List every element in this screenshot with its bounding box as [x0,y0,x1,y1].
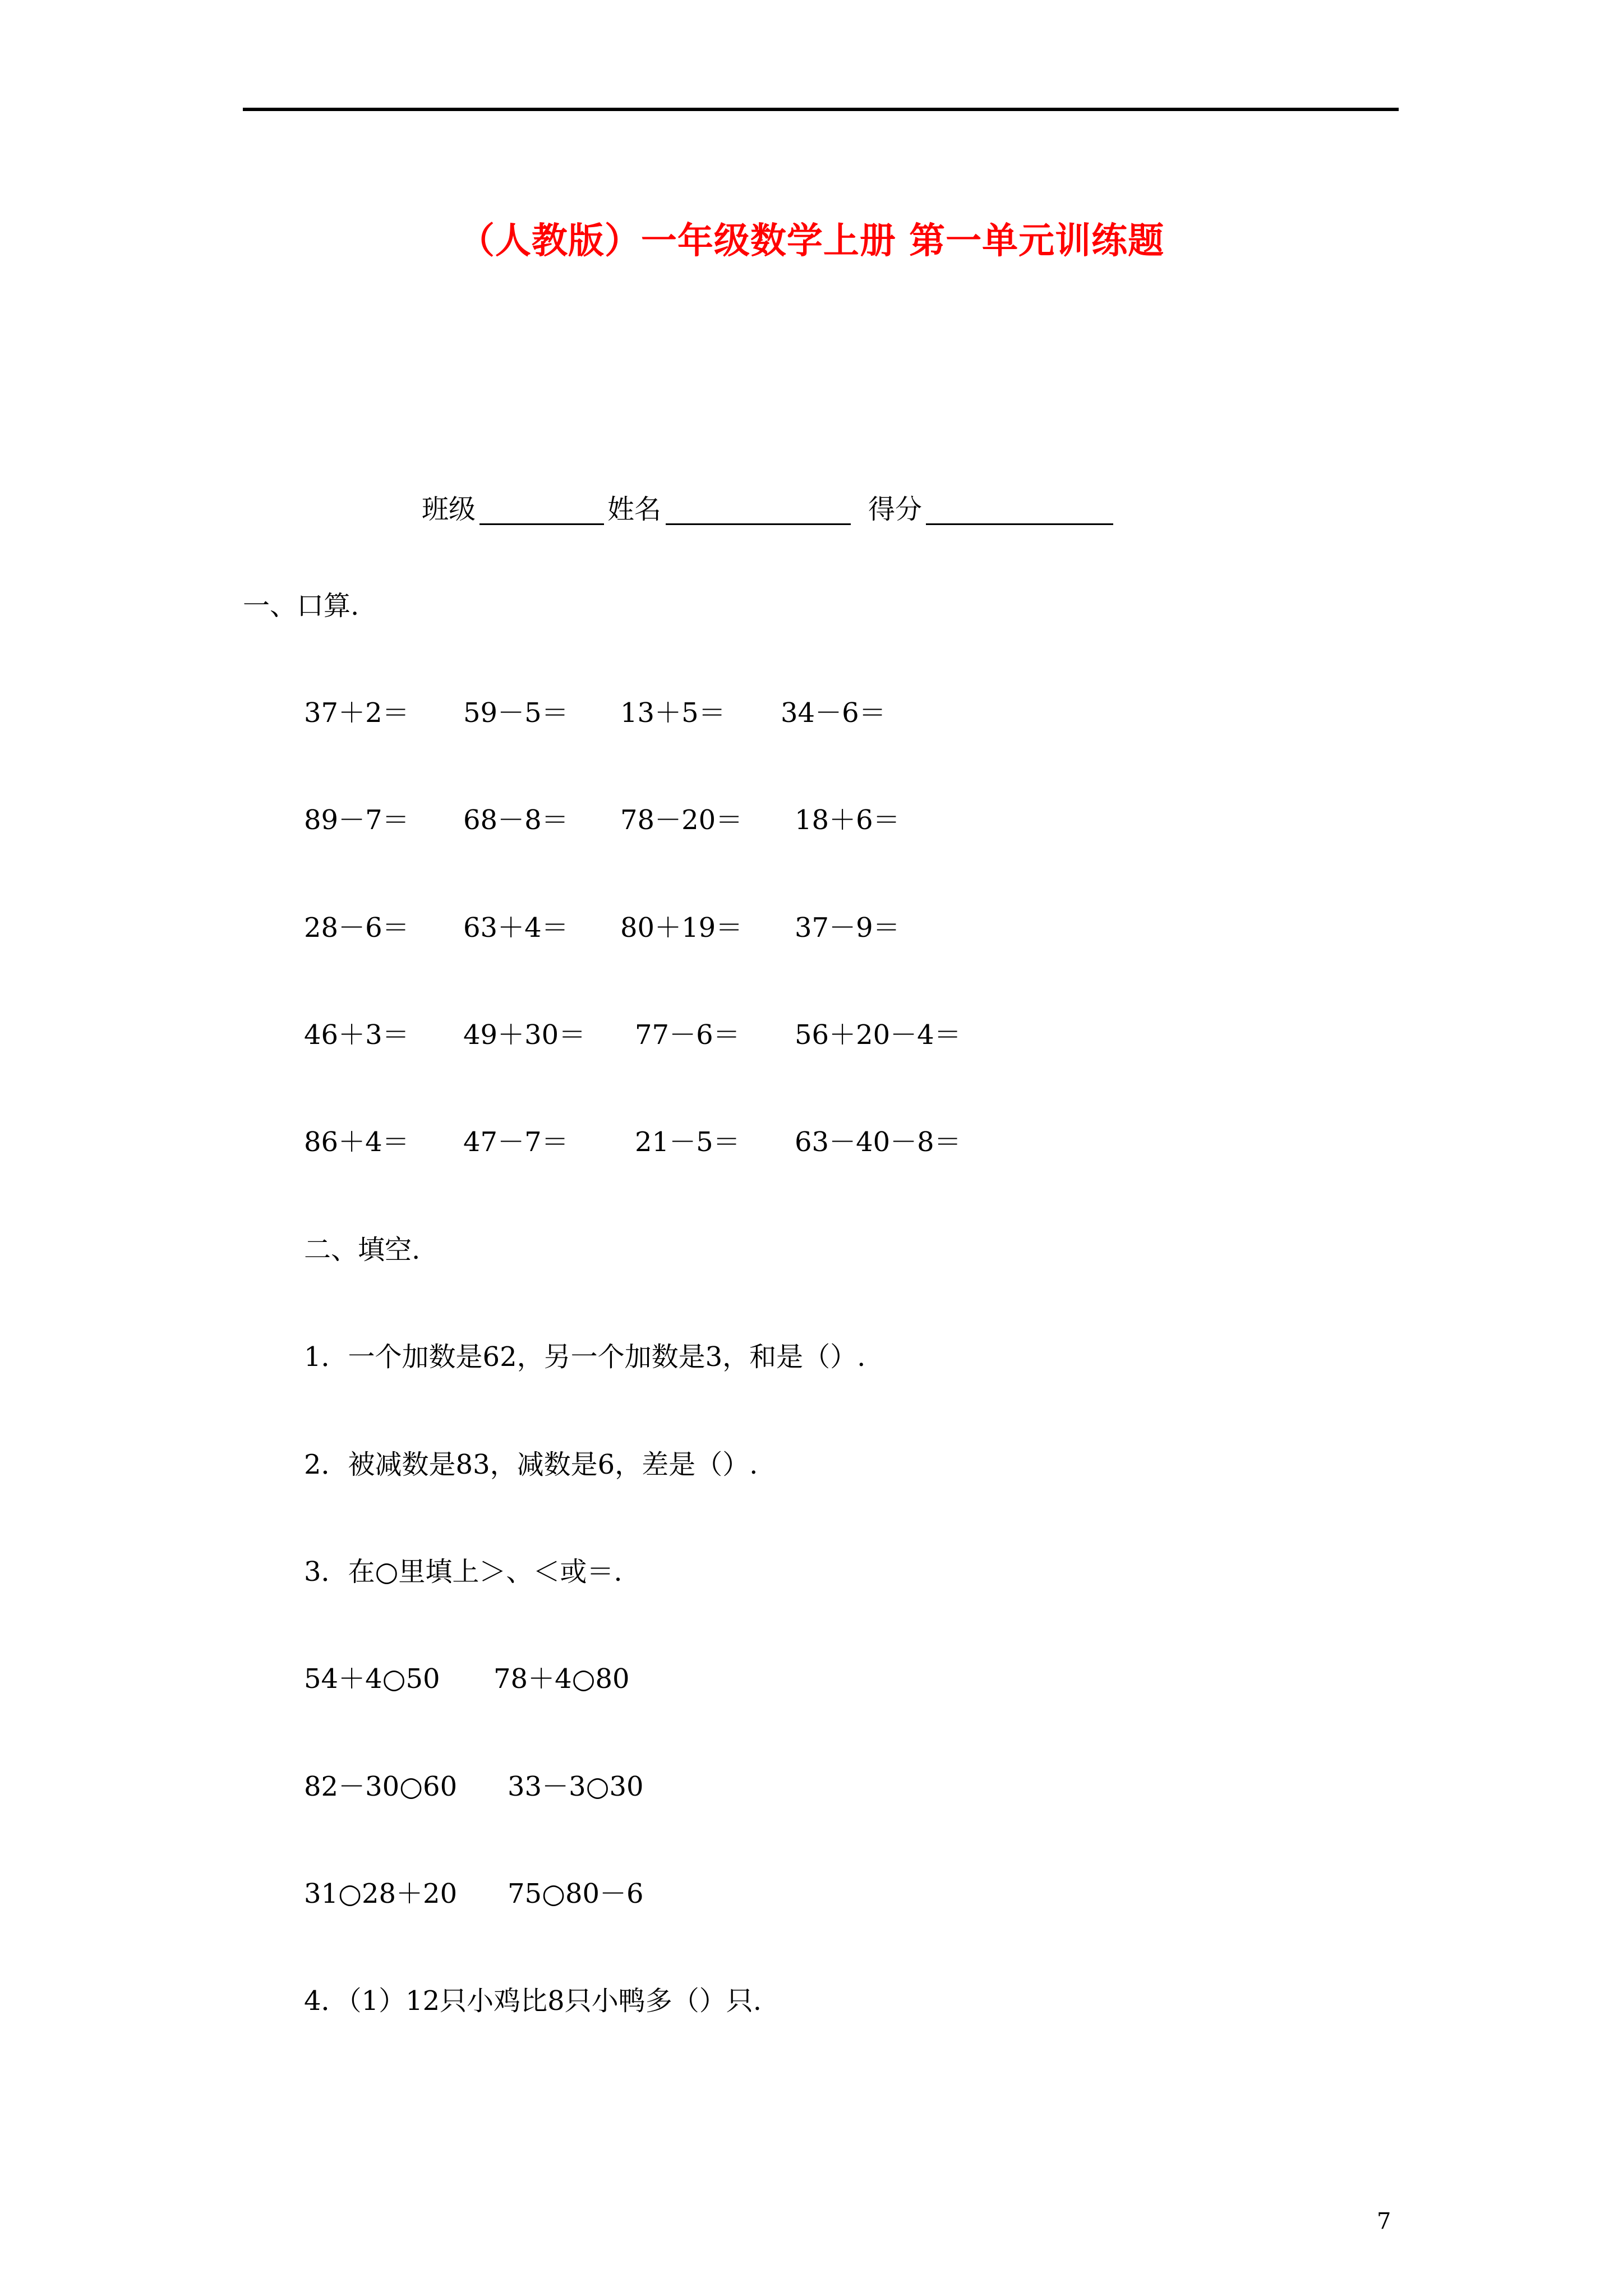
problem: 49＋30＝ [463,1019,586,1051]
problem: 46＋3＝ [304,1019,409,1051]
problem: 89－7＝ [304,804,409,836]
problem: 21－5＝ [635,1126,740,1158]
worksheet-title: （人教版）一年级数学上册 第一单元训练题 [458,220,1165,262]
problem: 18＋6＝ [795,804,900,836]
problem: 37＋2＝ [304,697,409,729]
score-label: 得分 [868,494,923,525]
question-2: 2．被减数是83，减数是6，差是（）. [304,1449,758,1480]
compare-item: 78＋4○80 [494,1663,630,1695]
question-1: 1．一个加数是62，另一个加数是3，和是（）. [304,1341,866,1373]
page-number: 7 [1377,2208,1391,2234]
question-3: 3．在○里填上＞、＜或＝. [304,1556,623,1588]
compare-item: 82－30○60 [304,1771,458,1802]
problem: 56＋20－4＝ [795,1019,961,1051]
compare-item: 75○80－6 [508,1878,644,1910]
name-blank[interactable] [666,523,851,525]
problem: 34－6＝ [781,697,886,729]
problem: 28－6＝ [304,912,409,944]
problem: 63＋4＝ [463,912,569,944]
question-4: 4．（1）12只小鸡比8只小鸭多（）只. [304,1985,762,2017]
class-blank[interactable] [479,523,604,525]
section2-heading: 二、填空. [304,1234,421,1266]
score-blank[interactable] [926,523,1113,525]
problem: 63－40－8＝ [795,1126,961,1158]
problem: 68－8＝ [463,804,569,836]
problem: 86＋4＝ [304,1126,409,1158]
problem: 59－5＝ [463,697,569,729]
problem: 47－7＝ [463,1126,569,1158]
class-label: 班级 [422,494,476,525]
section1-heading: 一、口算. [243,590,359,622]
problem: 77－6＝ [635,1019,740,1051]
name-label: 姓名 [607,494,662,525]
problem: 78－20＝ [620,804,743,836]
compare-item: 33－3○30 [508,1771,644,1802]
compare-item: 54＋4○50 [304,1663,440,1695]
problem: 80＋19＝ [620,912,743,944]
problem: 13＋5＝ [620,697,726,729]
compare-item: 31○28＋20 [304,1878,458,1910]
problem: 37－9＝ [795,912,900,944]
header-rule [243,108,1399,111]
